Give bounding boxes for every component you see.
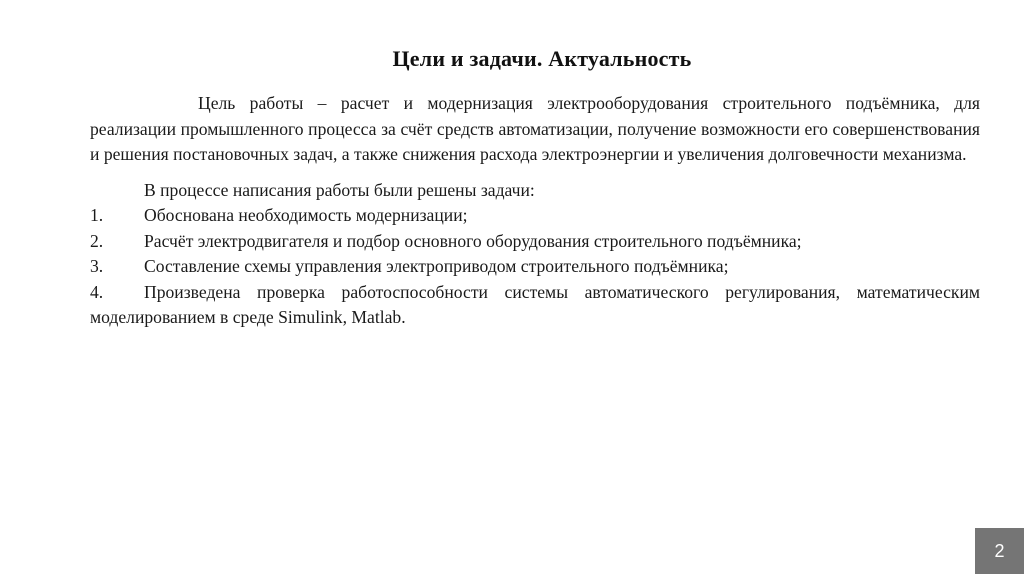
task-text: Обоснована необходимость модернизации; — [144, 205, 468, 225]
task-number: 2. — [90, 230, 104, 251]
page-number-badge: 2 — [975, 528, 1024, 574]
tasks-list — [90, 203, 980, 331]
task-item — [90, 203, 980, 229]
task-item — [90, 229, 980, 255]
task-number: 3. — [90, 256, 104, 276]
tasks-intro: В процессе написания работы были решены задачи: — [144, 179, 535, 200]
task-text: Расчёт электродвигателя и подбор основного оборудования строительного подъёмника; — [144, 230, 802, 251]
goal-paragraph: Цель работы – расчет и модернизация электрооборудования строительного подъёмника, для реализации промышленного процесса за счёт средств автоматизации, получение возможности его совершенствования и решения постановочных задач, а также снижения расхода электроэнергии и увеличения долговечности механизма. — [90, 93, 980, 164]
slide-body — [90, 91, 980, 331]
task-text: Произведена проверка работоспособности системы автоматического регулирования, математическим моделированием в среде Simulink, Matlab. — [90, 281, 980, 327]
task-item — [90, 280, 980, 331]
task-item — [90, 254, 980, 280]
slide-title: Цели и задачи. Актуальность — [392, 46, 692, 71]
task-text: Составление схемы управления электроприводом строительного подъёмника; — [144, 256, 729, 276]
task-number: 1. — [90, 205, 104, 225]
task-number: 4. — [90, 281, 104, 302]
